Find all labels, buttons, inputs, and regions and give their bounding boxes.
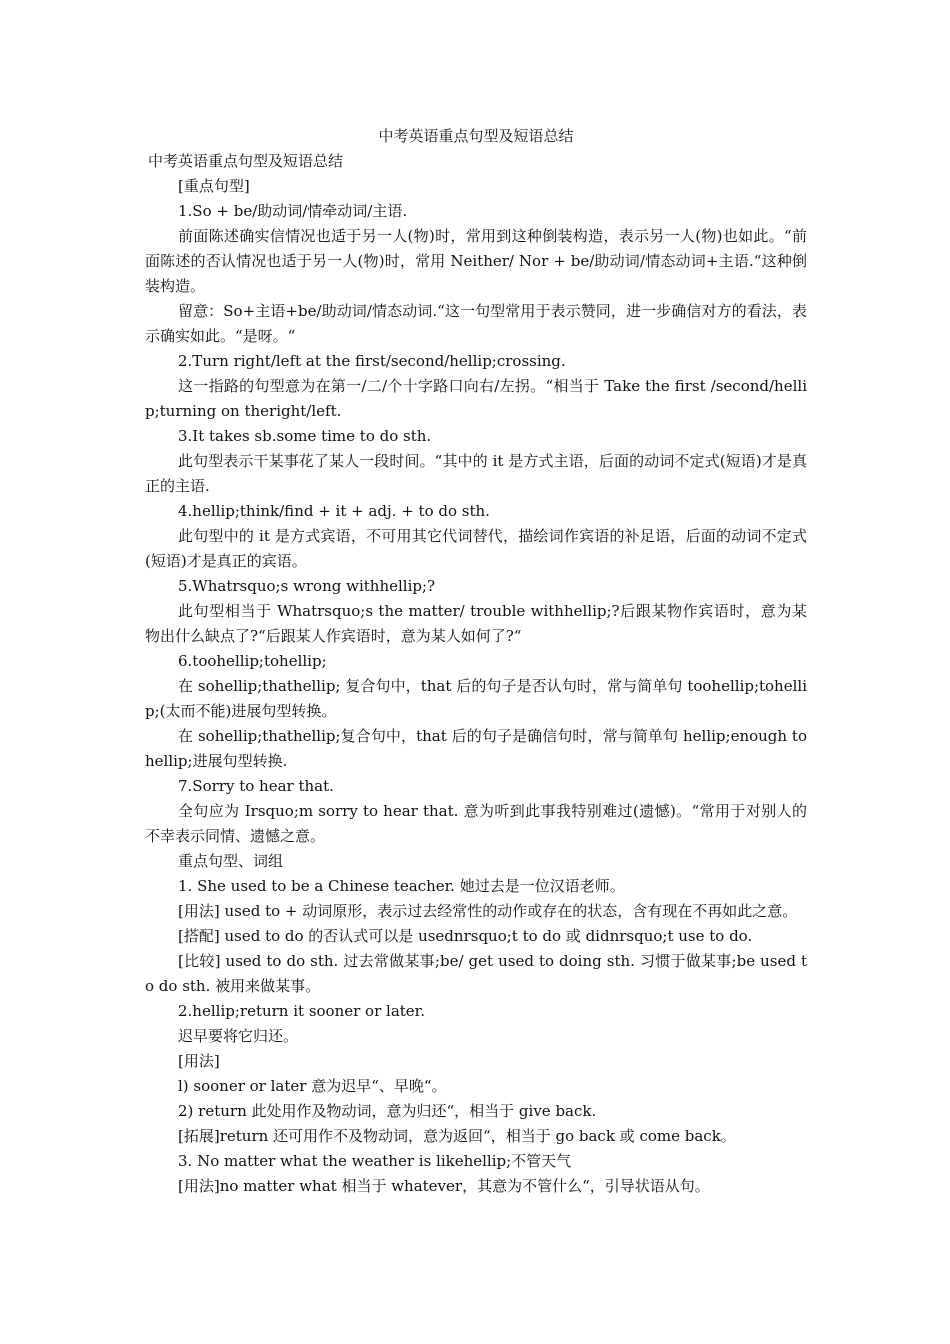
sentence-pattern-7: 7.Sorry to hear that. [178, 777, 334, 795]
paragraph-explanation-1: 前面陈述确实信情况也适于另一人(物)时，常用到这种倒装构造，表示另一人(物)也如此。“前面陈述的否认情况也适于另一人(物)时，常用 Neither/ Nor + be/助动词/情态动词+主语.“这种倒装构造。 [145, 227, 807, 295]
phrase-example-1: 1. She used to be a Chinese teacher. 她过去是一位汉语老师。 [178, 877, 625, 895]
section-heading-key-sentences: [重点句型] [178, 177, 250, 195]
phrase-translation-2: 迟早要将它归还。 [178, 1027, 299, 1045]
document-page [145, 124, 807, 1199]
phrase-usage-3: [用法]no matter what 相当于 whatever，其意为不管什么“，引导状语从句。 [178, 1177, 710, 1195]
paragraph-explanation-2: 这一指路的句型意为在第一/二/个十字路口向右/左拐。“相当于 Take the first /second/hellip;turning on theright/left. [145, 377, 807, 420]
phrase-example-2: 2.hellip;return it sooner or later. [178, 1002, 425, 1020]
paragraph-explanation-4: 此句型中的 it 是方式宾语，不可用其它代词替代，描绘词作宾语的补足语，后面的动词不定式(短语)才是真正的宾语。 [145, 527, 807, 570]
phrase-extension-2: [拓展]return 还可用作不及物动词，意为返回“，相当于 go back 或 come back。 [178, 1127, 736, 1145]
sentence-pattern-1: 1.So + be/助动词/情牵动词/主语. [178, 202, 408, 220]
sentence-pattern-5: 5.Whatrsquo;s wrong withhellip;? [178, 577, 436, 595]
sentence-pattern-4: 4.hellip;think/find + it + adj. + to do sth. [178, 502, 490, 520]
document-title: 中考英语重点句型及短语总结 [378, 127, 574, 145]
paragraph-explanation-7: 全句应为 Irsquo;m sorry to hear that. 意为听到此事我特别难过(遗憾)。“常用于对别人的不幸表示同情、遗憾之意。 [145, 802, 807, 845]
paragraph-explanation-3: 此句型表示干某事花了某人一段时间。“其中的 it 是方式主语，后面的动词不定式(短语)才是真正的主语. [145, 452, 807, 495]
phrase-usage-2a: l) sooner or later 意为迟早“、早晚“。 [178, 1077, 447, 1095]
paragraph-explanation-5: 此句型相当于 Whatrsquo;s the matter/ trouble withhellip;?后跟某物作宾语时，意为某物出什么缺点了?“后跟某人作宾语时，意为某人如何了?“ [145, 602, 807, 645]
phrase-collocation-1: [搭配] used to do 的否认式可以是 usednrsquo;t to do 或 didnrsquo;t use to do. [178, 927, 753, 945]
paragraph-note-1: 留意：So+主语+be/助动词/情态动词.“这一句型常用于表示赞同，进一步确信对方的看法，表示确实如此。“是呀。“ [145, 302, 807, 345]
paragraph-explanation-6a: 在 sohellip;thathellip; 复合句中，that 后的句子是否认句时，常与简单句 toohellip;tohellip;(太而不能)进展句型转换。 [145, 677, 807, 720]
sentence-pattern-6: 6.toohellip;tohellip; [178, 652, 327, 670]
document-subtitle: 中考英语重点句型及短语总结 [148, 152, 344, 170]
paragraph-explanation-6b: 在 sohellip;thathellip;复合句中，that 后的句子是确信句时，常与简单句 hellip;enough tohellip;进展句型转换. [145, 727, 807, 770]
phrase-usage-1: [用法] used to + 动词原形，表示过去经常性的动作或存在的状态，含有现在不再如此之意。 [178, 902, 798, 920]
section-heading-phrases: 重点句型、词组 [178, 852, 284, 870]
phrase-usage-heading-2: [用法] [178, 1052, 220, 1070]
phrase-comparison-1: [比较] used to do sth. 过去常做某事;be/ get used to doing sth. 习惯于做某事;be used to do sth. 被用来做某事。 [145, 952, 807, 995]
phrase-example-3: 3. No matter what the weather is likehellip;不管天气 [178, 1152, 572, 1170]
phrase-usage-2b: 2) return 此处用作及物动词，意为归还“，相当于 give back. [178, 1102, 597, 1120]
sentence-pattern-3: 3.It takes sb.some time to do sth. [178, 427, 432, 445]
sentence-pattern-2: 2.Turn right/left at the first/second/hellip;crossing. [178, 352, 566, 370]
